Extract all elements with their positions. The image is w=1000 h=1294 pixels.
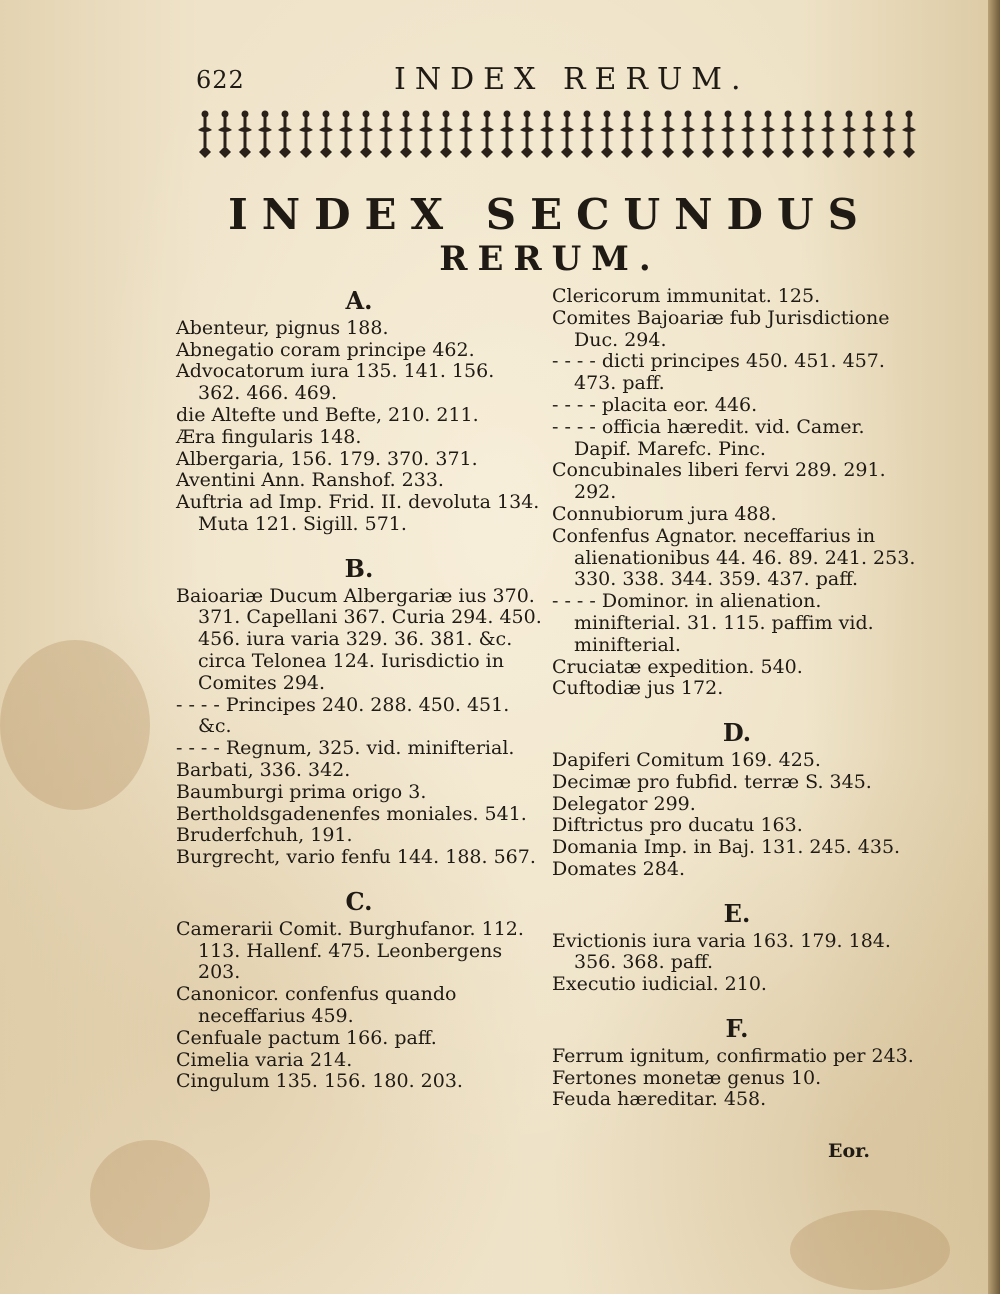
ornament-fleuron-icon: [236, 108, 254, 160]
section-gap: [176, 536, 542, 554]
right-column: [552, 286, 922, 1111]
ornament-fleuron-icon: [317, 108, 335, 160]
ornament-fleuron-icon: [196, 108, 214, 160]
index-entry: Evictionis iura varia 163. 179. 184. 356. 368. paff.: [552, 929, 891, 974]
index-title: INDEX SECUNDUS: [228, 190, 872, 239]
index-entry: Confenfus Agnator. neceffarius in alienationibus 44. 46. 89. 241. 253. 330. 338. 344. 359. 437. paff.: [552, 524, 916, 591]
section-letter: C.: [345, 886, 373, 916]
index-entry: Aventini Ann. Ranshof. 233.: [176, 469, 444, 492]
catchword: Eor.: [828, 1140, 871, 1162]
ornament-fleuron-icon: [759, 108, 777, 160]
title-block: [180, 190, 920, 279]
ornament-fleuron-icon: [437, 108, 455, 160]
index-entry: Domania Imp. in Baj. 131. 245. 435.: [552, 836, 901, 859]
index-entry: Albergaria, 156. 179. 370. 371.: [176, 447, 478, 470]
ornament-fleuron-icon: [699, 108, 717, 160]
index-entry: Comites Bajoariæ fub Jurisdictione Duc. 294.: [552, 306, 890, 351]
ornament-fleuron-icon: [860, 108, 878, 160]
ornament-fleuron-icon: [397, 108, 415, 160]
index-entry: Bruderfchuh, 191.: [176, 824, 353, 847]
index-subtitle: RERUM.: [439, 239, 661, 279]
ornament-fleuron-icon: [377, 108, 395, 160]
ornament-fleuron-icon: [659, 108, 677, 160]
section-gap: [552, 700, 922, 718]
running-title: INDEX RERUM.: [394, 62, 750, 97]
index-entry: Bertholdsgadenenfes moniales. 541.: [176, 802, 527, 825]
index-entry: Concubinales liberi fervi 289. 291. 292.: [552, 459, 886, 504]
index-entry: Feuda hæreditar. 458.: [552, 1088, 767, 1111]
index-entry: - - - - dicti principes 450. 451. 457. 473. paff.: [552, 350, 885, 395]
section-letter: B.: [344, 553, 374, 583]
ornament-fleuron-icon: [276, 108, 294, 160]
ornament-fleuron-icon: [739, 108, 757, 160]
index-entry: Baumburgi prima origo 3.: [176, 780, 427, 803]
running-head: [196, 62, 916, 102]
ornament-fleuron-icon: [518, 108, 536, 160]
ornament-fleuron-icon: [457, 108, 475, 160]
ornament-fleuron-icon: [417, 108, 435, 160]
ornament-fleuron-icon: [357, 108, 375, 160]
section-letter: D.: [722, 718, 752, 748]
ornament-fleuron-icon: [900, 108, 918, 160]
ornament-fleuron-icon: [638, 108, 656, 160]
index-entry: Dapiferi Comitum 169. 425.: [552, 748, 821, 771]
section-letter: A.: [345, 286, 373, 315]
index-entry: Fertones monetæ genus 10.: [552, 1066, 822, 1089]
ornament-fleuron-icon: [297, 108, 315, 160]
ornament-fleuron-icon: [538, 108, 556, 160]
section-letter: F.: [725, 1013, 749, 1043]
index-entry: Cimelia varia 214.: [176, 1048, 353, 1071]
index-entry: Cuftodiæ jus 172.: [552, 677, 724, 700]
index-entry: Camerarii Comit. Burghufanor. 112. 113. Hallenf. 475. Leonbergens 203.: [176, 917, 524, 984]
ornament-fleuron-icon: [478, 108, 496, 160]
index-entry: Abenteur, pignus 188.: [176, 316, 389, 339]
index-entry: Baioariæ Ducum Albergariæ ius 370. 371. Capellani 367. Curia 294. 450. 456. iura varia 329. 36. 381. &c. circa Telonea 124. Iurisdictio in Comites 294.: [176, 584, 542, 694]
section-gap: [176, 869, 542, 887]
ornament-fleuron-icon: [819, 108, 837, 160]
index-entry: Cingulum 135. 156. 180. 203.: [176, 1070, 463, 1093]
page-number: 622: [196, 66, 245, 94]
index-entry: Domates 284.: [552, 857, 685, 880]
index-entry: Diftrictus pro ducatu 163.: [552, 814, 803, 837]
index-entry: Connubiorum jura 488.: [552, 502, 777, 525]
ornament-fleuron-icon: [679, 108, 697, 160]
ornament-fleuron-icon: [840, 108, 858, 160]
index-entry: - - - - Regnum, 325. vid. minifterial.: [176, 737, 515, 760]
index-entry: Æra fingularis 148.: [176, 425, 362, 448]
ornament-fleuron-icon: [337, 108, 355, 160]
index-entry: Barbati, 336. 342.: [176, 758, 351, 781]
ornament-fleuron-icon: [779, 108, 797, 160]
left-column: [176, 286, 542, 1093]
index-entry: Executio iudicial. 210.: [552, 973, 767, 996]
section-gap: [552, 996, 922, 1014]
index-entry: die Altefte und Befte, 210. 211.: [176, 403, 479, 426]
paper-stain: [90, 1140, 210, 1250]
index-entry: - - - - Dominor. in alienation. minifterial. 31. 115. paffim vid. minifterial.: [552, 590, 874, 656]
ornament-fleuron-icon: [256, 108, 274, 160]
index-entry: Clericorum immunitat. 125.: [552, 285, 821, 307]
index-entry: Auftria ad Imp. Frid. II. devoluta 134. Muta 121. Sigill. 571.: [176, 491, 540, 535]
ornament-fleuron-icon: [558, 108, 576, 160]
index-entry: Ferrum ignitum, confirmatio per 243.: [552, 1044, 914, 1067]
index-entry: Burgrecht, vario fenfu 144. 188. 567.: [176, 846, 536, 869]
index-entry: Delegator 299.: [552, 792, 696, 815]
ornament-fleuron-icon: [799, 108, 817, 160]
ornament-fleuron-icon: [578, 108, 596, 160]
book-spine-edge: [988, 0, 1000, 1294]
section-gap: [552, 881, 922, 899]
index-entry: - - - - Principes 240. 288. 450. 451. &c.: [176, 693, 510, 738]
ornament-fleuron-icon: [216, 108, 234, 160]
index-entry: - - - - officia hæredit. vid. Camer. Dapif. Marefc. Pinc.: [552, 415, 865, 460]
paper-stain: [0, 640, 150, 810]
ornament-fleuron-icon: [498, 108, 516, 160]
index-entry: Abnegatio coram principe 462.: [176, 338, 475, 361]
ornament-fleuron-icon: [880, 108, 898, 160]
section-letter: E.: [723, 898, 751, 928]
index-entry: Cruciatæ expedition. 540.: [552, 655, 803, 678]
paper-stain: [790, 1210, 950, 1290]
index-entry: Advocatorum iura 135. 141. 156. 362. 466. 469.: [176, 360, 495, 405]
index-entry: - - - - placita eor. 446.: [552, 393, 758, 416]
index-entry: Decimæ pro fubfid. terræ S. 345.: [552, 770, 872, 793]
ornament-fleuron-icon: [618, 108, 636, 160]
index-entry: Canonicor. confenfus quando neceffarius 459.: [176, 983, 457, 1027]
decorative-ornament-band: [196, 108, 918, 160]
index-entry: Cenfuale pactum 166. paff.: [176, 1026, 437, 1049]
ornament-fleuron-icon: [719, 108, 737, 160]
ornament-fleuron-icon: [598, 108, 616, 160]
